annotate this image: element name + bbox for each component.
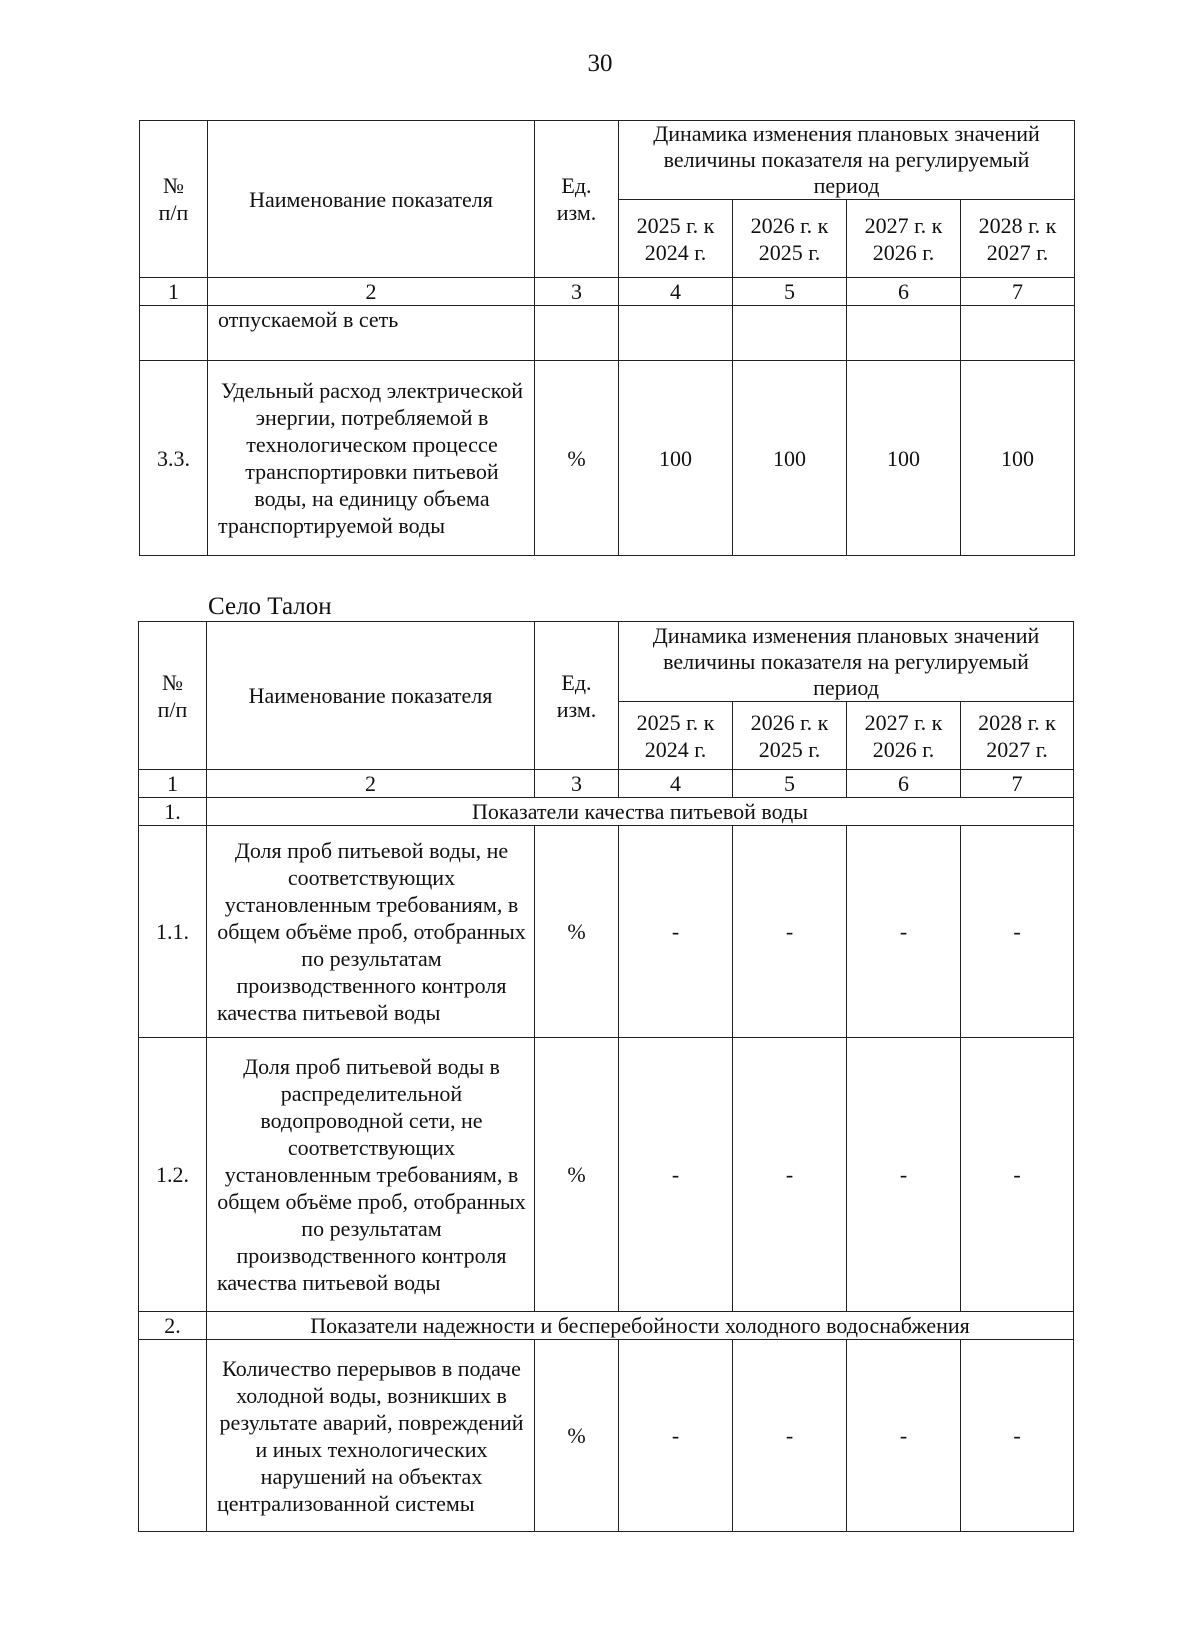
header-year: 2028 г. к 2027 г.	[961, 200, 1075, 278]
row-value: -	[961, 826, 1074, 1038]
section-title: Показатели качества питьевой воды	[207, 798, 1074, 826]
row-value: -	[619, 826, 733, 1038]
header-year: 2026 г. к 2025 г.	[733, 200, 847, 278]
row-unit: %	[535, 1038, 619, 1312]
header-dynamics: Динамика изменения плановых значений величины показателя на регулируемый период	[619, 121, 1075, 200]
header-name: Наименование показателя	[208, 121, 535, 278]
row-value: -	[619, 1340, 733, 1532]
col-number: 5	[733, 770, 847, 798]
row-value: -	[847, 1038, 961, 1312]
header-unit: Ед. изм.	[535, 622, 619, 770]
header-dynamics: Динамика изменения плановых значений величины показателя на регулируемый период	[619, 622, 1074, 702]
header-year: 2025 г. к 2024 г.	[619, 702, 733, 770]
row-num: 3.3.	[140, 361, 208, 556]
header-year: 2027 г. к 2026 г.	[847, 200, 961, 278]
col-number: 2	[207, 770, 535, 798]
table-row	[140, 361, 1075, 556]
row-value: -	[961, 1340, 1074, 1532]
col-number: 6	[847, 278, 961, 306]
section-num: 1.	[139, 798, 207, 826]
col-number: 4	[619, 770, 733, 798]
row-value	[961, 306, 1075, 361]
col-number: 5	[733, 278, 847, 306]
row-value: -	[733, 826, 847, 1038]
row-value: 100	[619, 361, 733, 556]
row-name: Удельный расход электрической энергии, потребляемой в технологическом процессе транспортировки питьевой воды, на единицу объема транспортируемой воды	[208, 361, 535, 556]
row-value: -	[847, 826, 961, 1038]
row-num	[139, 1340, 207, 1532]
row-value	[733, 306, 847, 361]
table-row	[140, 306, 1075, 361]
header-unit: Ед. изм.	[535, 121, 619, 278]
row-unit: %	[535, 826, 619, 1038]
section-row	[139, 798, 1074, 826]
col-number: 6	[847, 770, 961, 798]
col-number: 2	[208, 278, 535, 306]
row-value: -	[619, 1038, 733, 1312]
row-num	[140, 306, 208, 361]
header-num: № п/п	[140, 121, 208, 278]
village-title: Село Талон	[208, 593, 332, 620]
col-number: 7	[961, 278, 1075, 306]
col-number: 4	[619, 278, 733, 306]
row-name: Доля проб питьевой воды, не соответствующих установленным требованиям, в общем объёме проб, отобранных по результатам производственного контроля качества питьевой воды	[207, 826, 535, 1038]
row-unit: %	[535, 361, 619, 556]
header-year: 2028 г. к 2027 г.	[961, 702, 1074, 770]
row-value: -	[847, 1340, 961, 1532]
row-value	[847, 306, 961, 361]
row-name: отпускаемой в сеть	[208, 306, 535, 361]
section-row	[139, 1312, 1074, 1340]
table-row	[139, 1038, 1074, 1312]
table-row	[139, 826, 1074, 1038]
row-value: 100	[733, 361, 847, 556]
row-num: 1.1.	[139, 826, 207, 1038]
col-number: 3	[535, 278, 619, 306]
row-name: Количество перерывов в подаче холодной воды, возникших в результате аварий, повреждений и иных технологических нарушений на объектах централизованной системы	[207, 1340, 535, 1532]
col-number: 1	[139, 770, 207, 798]
row-value	[619, 306, 733, 361]
section-title: Показатели надежности и бесперебойности холодного водоснабжения	[207, 1312, 1074, 1340]
indicators-table-continued	[139, 120, 1075, 556]
header-year: 2027 г. к 2026 г.	[847, 702, 961, 770]
header-name: Наименование показателя	[207, 622, 535, 770]
row-value: -	[733, 1038, 847, 1312]
indicators-table-talon	[138, 621, 1074, 1532]
row-unit: %	[535, 1340, 619, 1532]
row-num: 1.2.	[139, 1038, 207, 1312]
table-row	[139, 1340, 1074, 1532]
row-value: -	[733, 1340, 847, 1532]
col-number: 3	[535, 770, 619, 798]
col-number: 1	[140, 278, 208, 306]
col-number: 7	[961, 770, 1074, 798]
header-year: 2026 г. к 2025 г.	[733, 702, 847, 770]
row-name: Доля проб питьевой воды в распределительной водопроводной сети, не соответствующих установленным требованиям, в общем объёме проб, отобранных по результатам производственного контроля качества питьевой воды	[207, 1038, 535, 1312]
row-value: 100	[961, 361, 1075, 556]
header-year: 2025 г. к 2024 г.	[619, 200, 733, 278]
page-number: 30	[587, 50, 613, 77]
row-unit	[535, 306, 619, 361]
row-value: -	[961, 1038, 1074, 1312]
header-num: № п/п	[139, 622, 207, 770]
row-value: 100	[847, 361, 961, 556]
section-num: 2.	[139, 1312, 207, 1340]
